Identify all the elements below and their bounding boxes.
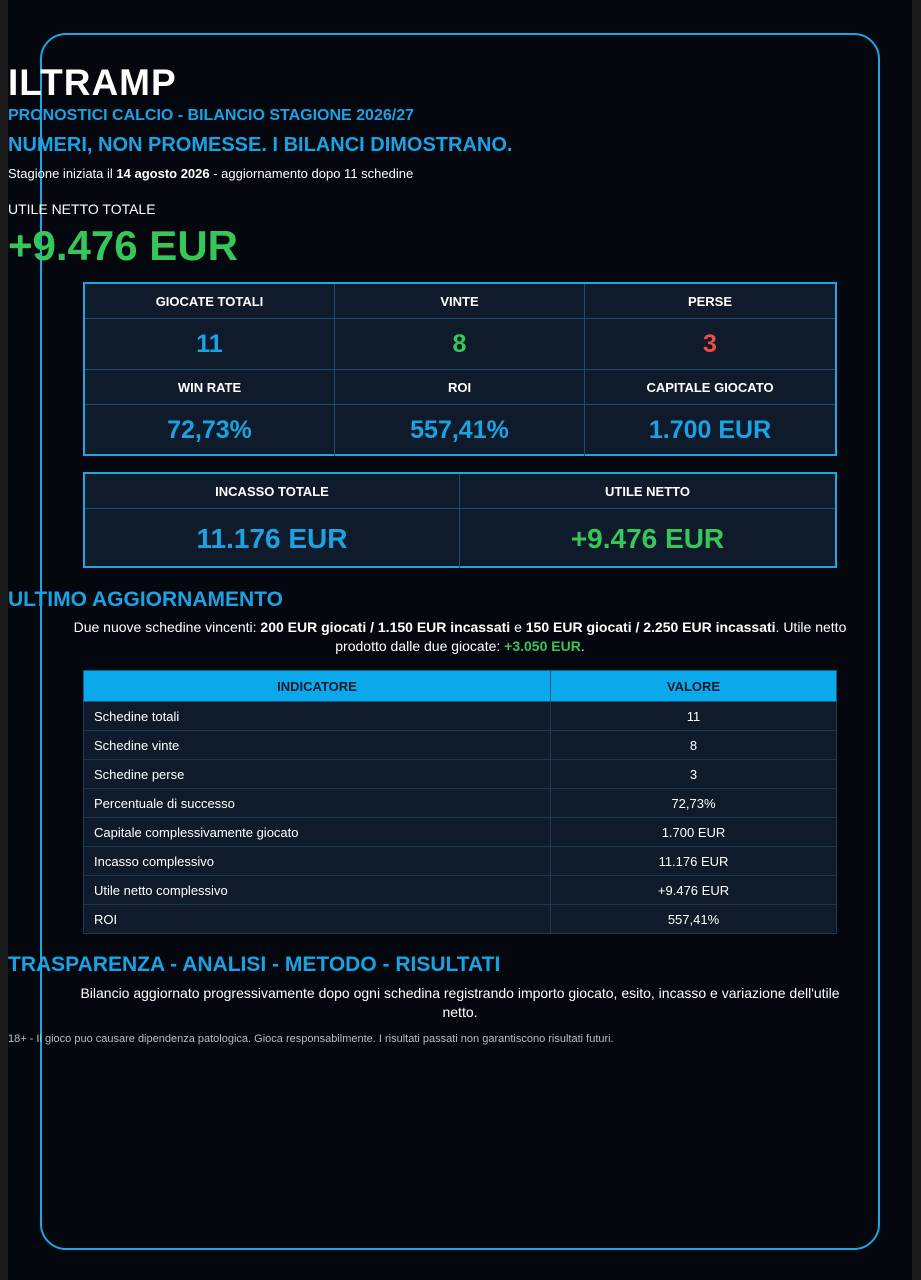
update-text-2: e bbox=[510, 619, 526, 635]
stat-label-perse: PERSE bbox=[585, 284, 835, 319]
table-cell-value: 557,41% bbox=[551, 905, 837, 934]
table-cell-value: 11.176 EUR bbox=[551, 847, 837, 876]
season-date: 14 agosto 2026 bbox=[116, 166, 210, 181]
stat-label-capitale: CAPITALE GIOCATO bbox=[585, 370, 835, 405]
table-row bbox=[84, 702, 837, 731]
table-cell-label: ROI bbox=[84, 905, 551, 934]
update-bold-2: 150 EUR giocati / 2.250 EUR incassati bbox=[525, 619, 776, 635]
table-cell-label: Incasso complessivo bbox=[84, 847, 551, 876]
table-cell-value: 3 bbox=[551, 760, 837, 789]
table-row bbox=[84, 789, 837, 818]
table-header-row bbox=[84, 671, 837, 702]
table-cell-label: Capitale complessivamente giocato bbox=[84, 818, 551, 847]
table-cell-label: Utile netto complessivo bbox=[84, 876, 551, 905]
stat-value-roi: 557,41% bbox=[335, 405, 585, 456]
table-cell-label: Percentuale di successo bbox=[84, 789, 551, 818]
season-info bbox=[8, 166, 912, 181]
page bbox=[8, 0, 912, 1280]
stat-label-winrate: WIN RATE bbox=[85, 370, 335, 405]
table-row bbox=[84, 760, 837, 789]
update-text-4: . bbox=[580, 638, 585, 654]
table-cell-value: 72,73% bbox=[551, 789, 837, 818]
table-header-indicatore: INDICATORE bbox=[84, 671, 551, 702]
stat-label-roi: ROI bbox=[335, 370, 585, 405]
totals-grid bbox=[83, 472, 837, 568]
update-text-3: . Utile netto prodotto dalle due giocate: bbox=[335, 619, 847, 654]
table-cell-label: Schedine vinte bbox=[84, 731, 551, 760]
season-prefix: Stagione iniziata il bbox=[8, 166, 117, 181]
table-row bbox=[84, 905, 837, 934]
table-row bbox=[84, 847, 837, 876]
tagline: NUMERI, NON PROMESSE. I BILANCI DIMOSTRANO. bbox=[8, 134, 513, 156]
footer-title: TRASPARENZA - ANALISI - METODO - RISULTATI bbox=[8, 953, 501, 976]
table-row bbox=[84, 818, 837, 847]
season-suffix: - aggiornamento dopo 11 schedine bbox=[209, 166, 414, 181]
update-bold-1: 200 EUR giocati / 1.150 EUR incassati bbox=[260, 619, 511, 635]
update-title: ULTIMO AGGIORNAMENTO bbox=[8, 588, 283, 611]
table-cell-value: 11 bbox=[551, 702, 837, 731]
total-label-incasso: INCASSO TOTALE bbox=[85, 474, 460, 509]
page-title: ILTRAMP bbox=[8, 62, 177, 103]
total-value-incasso: 11.176 EUR bbox=[85, 509, 460, 568]
net-total-label: UTILE NETTO TOTALE bbox=[8, 201, 156, 217]
disclaimer: 18+ - Il gioco puo causare dipendenza patologica. Gioca responsabilmente. I risultati passati non garantiscono risultati futuri. bbox=[8, 1033, 614, 1045]
stat-value-winrate: 72,73% bbox=[85, 405, 335, 456]
table-cell-value: 1.700 EUR bbox=[551, 818, 837, 847]
total-label-utile: UTILE NETTO bbox=[460, 474, 835, 509]
page-subtitle: PRONOSTICI CALCIO - BILANCIO STAGIONE 2026/27 bbox=[8, 107, 414, 124]
table-header-valore: VALORE bbox=[551, 671, 837, 702]
stats-grid bbox=[83, 282, 837, 456]
table-cell-label: Schedine totali bbox=[84, 702, 551, 731]
footer-text: Bilancio aggiornato progressivamente dopo ogni schedina registrando importo giocato, esito, incasso e variazione dell'utile netto. bbox=[80, 985, 840, 1020]
stat-value-giocate: 11 bbox=[85, 319, 335, 370]
update-text bbox=[70, 618, 850, 656]
stat-value-capitale: 1.700 EUR bbox=[648, 416, 772, 444]
stat-label-vinte: VINTE bbox=[335, 284, 585, 319]
table-cell-value: +9.476 EUR bbox=[551, 876, 837, 905]
stat-value-perse: 3 bbox=[585, 319, 835, 370]
total-value-utile: +9.476 EUR bbox=[570, 522, 725, 554]
stat-label-giocate: GIOCATE TOTALI bbox=[85, 284, 335, 319]
table-row bbox=[84, 731, 837, 760]
indicators-table bbox=[83, 670, 837, 934]
table-cell-value: 8 bbox=[551, 731, 837, 760]
update-net-value: +3.050 EUR bbox=[504, 638, 581, 654]
net-total-value: +9.476 EUR bbox=[8, 222, 238, 269]
stat-value-vinte: 8 bbox=[335, 319, 585, 370]
table-cell-label: Schedine perse bbox=[84, 760, 551, 789]
update-text-1: Due nuove schedine vincenti: bbox=[73, 619, 261, 635]
table-row bbox=[84, 876, 837, 905]
